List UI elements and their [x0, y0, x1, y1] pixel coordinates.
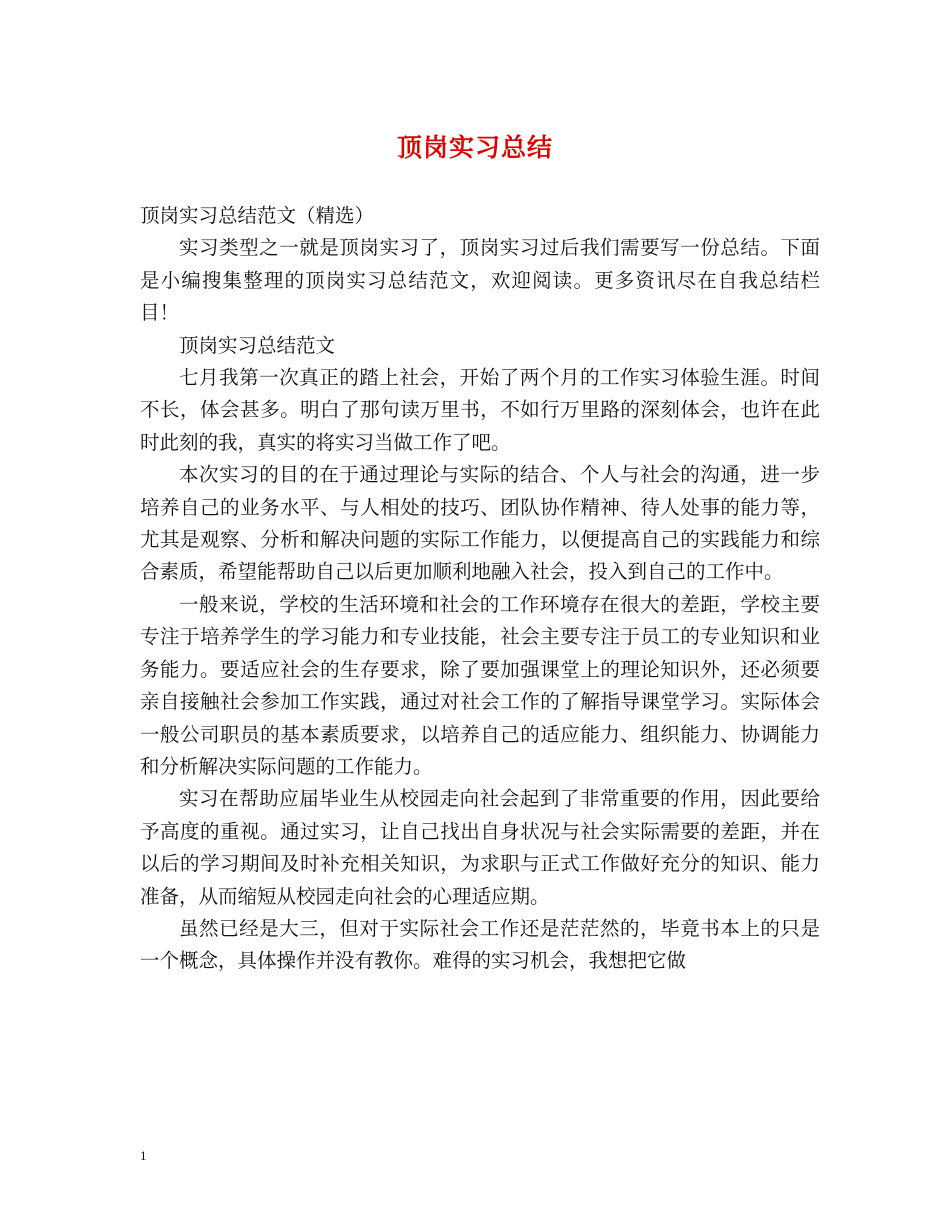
document-title: 顶岗实习总结: [396, 133, 553, 162]
section-heading: 顶岗实习总结范文: [179, 333, 336, 357]
paragraph: 实习在帮助应届毕业生从校园走向社会起到了非常重要的作用，因此要给予高度的重视。通过实习，让自己找出自身状况与社会实际需要的差距，并在以后的学习期间及时补充相关知识，为求职与正式工作做好充分的知识、能力准备，从而缩短从校园走向社会的心理适应期。: [140, 787, 820, 908]
paragraph-intro: 实习类型之一就是顶岗实习了，顶岗实习过后我们需要写一份总结。下面是小编搜集整理的顶岗实习总结范文，欢迎阅读。更多资讯尽在自我总结栏目！: [140, 236, 820, 325]
paragraph: 七月我第一次真正的踏上社会，开始了两个月的工作实习体验生涯。时间不长，体会甚多。明白了那句读万里书，不如行万里路的深刻体会，也许在此时此刻的我，真实的将实习当做工作了吧。: [140, 366, 820, 454]
page-number: 1: [140, 1148, 147, 1163]
paragraph: 一般来说，学校的生活环境和社会的工作环境存在很大的差距，学校主要专注于培养学生的学习能力和专业技能，社会主要专注于员工的专业知识和业务能力。要适应社会的生存要求，除了要加强课堂上的理论知识外，还必须要亲自接触社会参加工作实践，通过对社会工作的了解指导课堂学习。实际体会一般公司职员的基本素质要求，以培养自己的适应能力、组织能力、协调能力和分析解决实际问题的工作能力。: [140, 592, 820, 778]
paragraph: 本次实习的目的在于通过理论与实际的结合、个人与社会的沟通，进一步培养自己的业务水平、与人相处的技巧、团队协作精神、待人处事的能力等，尤其是观察、分析和解决问题的实际工作能力，以便提高自己的实践能力和综合素质，希望能帮助自己以后更加顺利地融入社会，投入到自己的工作中。: [140, 463, 820, 584]
paragraph: 虽然已经是大三，但对于实际社会工作还是茫茫然的，毕竟书本上的只是一个概念，具体操作并没有教你。难得的实习机会，我想把它做: [140, 916, 820, 973]
document-subtitle: 顶岗实习总结范文（精选）: [140, 204, 375, 227]
document-body: [140, 200, 820, 978]
